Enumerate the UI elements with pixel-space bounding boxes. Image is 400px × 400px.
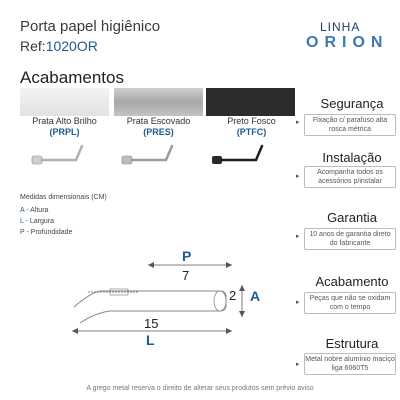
measure-item: [20, 205, 107, 216]
finish-name: Prata Escovado: [126, 116, 191, 126]
arrow-right-icon: ▸: [296, 119, 300, 126]
measure-key: A: [20, 207, 25, 214]
finish-code: (PTFC): [236, 127, 267, 137]
feature-text: Fixação c/ parafuso alta rosca métrica: [304, 114, 396, 136]
measure-key: P: [20, 229, 25, 236]
arrow-right-icon: ▸: [296, 233, 300, 240]
feature-title: Segurança: [320, 96, 384, 111]
arrow-right-icon: ▸: [296, 299, 300, 306]
finishes-title: Acabamentos: [20, 68, 124, 87]
line-label: LINHA: [320, 20, 361, 34]
finish-code: (PRPL): [49, 127, 80, 137]
dimension-a-value: 2: [229, 288, 237, 303]
feature-title: Estrutura: [325, 336, 379, 351]
swatch-prata-escovado: [114, 88, 203, 116]
feature-title: Acabamento: [315, 274, 389, 289]
dimension-l-label: L: [146, 332, 155, 348]
measure-label: - Largura: [25, 218, 54, 225]
disclaimer-footer: A grego metal reserva o direito de alterar seus produtos sem prévio aviso: [86, 385, 314, 392]
dimension-p-label: P: [182, 248, 192, 264]
arrow-right-icon: ▸: [296, 173, 300, 180]
finish-item: [17, 116, 112, 138]
measure-item: [20, 227, 107, 238]
product-reference: [20, 38, 98, 54]
product-title: Porta papel higiênico: [20, 18, 161, 35]
feature-text: Acompanha todos os acessórios p/instalar: [304, 166, 396, 188]
feature-text: 10 anos de garantia direto do fabricante: [304, 228, 396, 250]
feature-title: Garantia: [327, 210, 377, 225]
feature-text: Peças que não se oxidam com o tempo: [304, 292, 396, 314]
finish-name: Prata Alto Brilho: [32, 116, 97, 126]
feature-title: Instalação: [322, 150, 382, 165]
product-image-preto-fosco: [210, 140, 270, 170]
measure-item: [20, 216, 107, 227]
swatch-prata-alto-brilho: [20, 88, 109, 116]
measures-legend: [20, 192, 107, 238]
line-name: ORION: [306, 34, 389, 51]
ref-prefix: Ref:: [20, 38, 46, 54]
dimension-p-value: 7: [182, 268, 190, 283]
measure-label: - Altura: [26, 207, 49, 214]
ref-code: 1020OR: [45, 38, 98, 54]
finish-name: Preto Fosco: [227, 116, 276, 126]
measure-key: L: [20, 218, 24, 225]
finish-item: [111, 116, 206, 138]
product-image-prata-alto-brilho: [30, 140, 90, 170]
finish-item: [204, 116, 299, 138]
feature-text: Metal nobre alumínio maciço liga 6060T5: [304, 353, 396, 375]
finish-code: (PRES): [143, 127, 174, 137]
arrow-right-icon: ▸: [296, 361, 300, 368]
dimension-l-value: 15: [144, 316, 159, 331]
dimension-a-label: A: [250, 288, 261, 304]
product-image-prata-escovado: [120, 140, 180, 170]
measure-label: - Profundidade: [26, 229, 73, 236]
swatch-preto-fosco: [206, 88, 295, 116]
measures-heading: Medidas dimensionais (CM): [20, 194, 107, 201]
